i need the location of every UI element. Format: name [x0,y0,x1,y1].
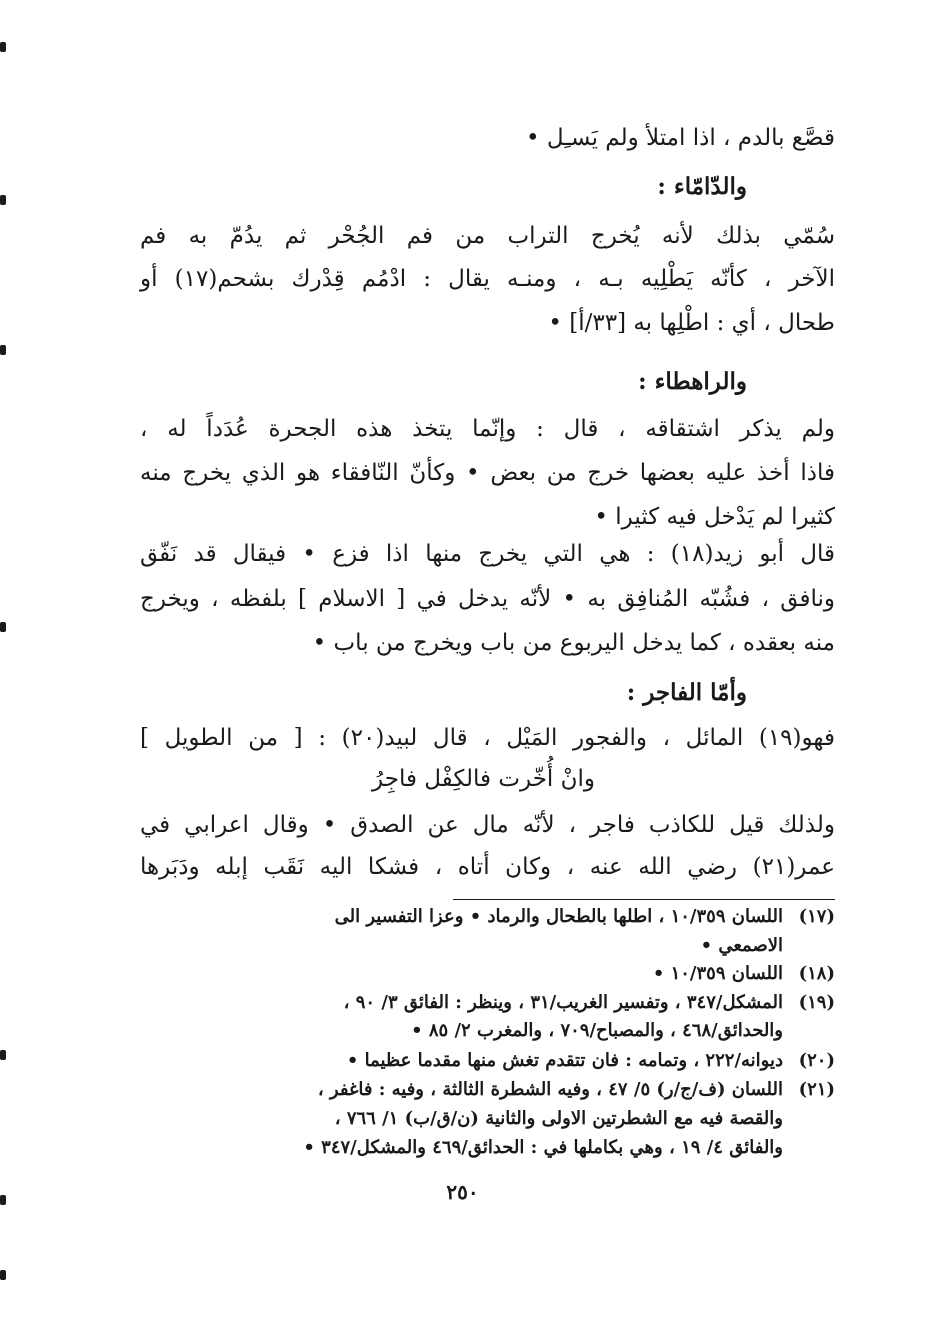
body-line: قال أبو زيد(١٨) : هي التي يخرج منها اذا فزع • فيقال قد نَفّق [140,541,835,567]
body-line: ولذلك قيل للكاذب فاجر ، لأنّه مال عن الصدق • وقال اعرابي في [140,812,835,838]
footnote-separator [453,899,835,900]
body-line: سُمّي بذلك لأنه يُخرج التراب من فم الجُحْر ثم يدُمّ به فم [140,223,835,249]
footnote-continuation: والحدائق/٤٦٨ ، والمصباح/٧٠٩ ، والمغرب ٢/ ٨٥ • [411,1020,783,1041]
footnote-continuation: والفائق ٤/ ١٩ ، وهي بكاملها في : الحدائق/٤٦٩ والمشكل/٣٤٧ • [303,1137,783,1158]
section-heading: والراهطاء : [638,368,747,395]
body-line: فاذا أخذ عليه بعضها خرج من بعض • وكأنّ النّافقاء هو الذي يخرج منه [140,460,835,486]
footnote-continuation: والقصة فيه مع الشطرتين الاولى والثانية (ن/ق/ب) ١/ ٧٦٦ ، [334,1108,783,1129]
margin-mark [0,1270,6,1280]
footnote-18 [653,962,835,986]
body-line: منه بعقده ، كما يدخل اليربوع من باب ويخرج من باب • [312,630,835,656]
footnote-text: ديوانه/٢٢٢ ، وتمامه : فان تتقدم تغش منها مقدما عظيما • [346,1050,783,1071]
footnote-number: (١٨) [798,963,835,984]
footnote-21 [318,1078,835,1102]
body-line: فهو(١٩) المائل ، والفجور المَيْل ، قال لبيد(٢٠) : [ من الطويل ] [140,725,835,751]
margin-mark [0,42,6,52]
body-line: الآخر ، كأنّه يَطْلِيه بـه ، ومنـه يقال : ادْمُم قِدْرك بشحم(١٧) أو [140,266,835,292]
footnote-number: (٢٠) [798,1050,835,1071]
body-line: قصَّع بالدم ، اذا امتلأ ولم يَسـِل • [526,125,835,151]
footnote-text: المشكل/٣٤٧ ، وتفسير الغريب/٣١ ، وينظر : الفائق ٣/ ٩٠ ، [343,992,783,1013]
footnote-number: (٢١) [798,1079,835,1100]
margin-mark [0,1050,6,1060]
body-line: طحال ، أي : اطْلِها به [٣٣/أ] • [548,310,835,336]
body-line: عمر(٢١) رضي الله عنه ، وكان أتاه ، فشكا اليه نَقَب إبله ودَبَرها [140,854,835,880]
body-line: كثيرا لم يَدْخل فيه كثيرا • [594,504,835,530]
footnote-20 [347,1049,835,1073]
margin-mark [0,345,6,355]
footnote-number: (١٩) [798,992,835,1013]
section-heading: والدّامّاء : [657,173,747,200]
footnote-number: (١٧) [798,906,835,927]
footnote-text: اللسان ١٠/٣٥٩ • [652,963,783,984]
page-number: ٢٥٠ [446,1180,479,1204]
body-line: ونافق ، فشُبّه المُنافِق به • لأنّه يدخل في [ الاسلام ] بلفظه ، ويخرج [140,586,835,612]
footnote-19 [344,991,835,1015]
footnote-17 [335,905,835,929]
footnote-text: اللسان ١٠/٣٥٩ ، اطلها بالطحال والرماد • وعزا التفسير الى [334,906,783,927]
body-line: ولم يذكر اشتقاقه ، قال : وإنّما يتخذ هذه الجحرة عُدَداً له ، [140,416,835,442]
footnote-text: اللسان (ف/ج/ر) ٥/ ٤٧ ، وفيه الشطرة الثالثة ، وفيه : فاغفر ، [317,1079,783,1100]
margin-mark [0,622,6,632]
footnote-continuation: الاصمعي • [700,935,783,956]
poetry-verse: وانْ أُخّرت فالكِفْل فاجِرُ [372,766,595,792]
section-heading: وأمّا الفاجر : [626,679,747,706]
margin-mark [0,195,6,205]
